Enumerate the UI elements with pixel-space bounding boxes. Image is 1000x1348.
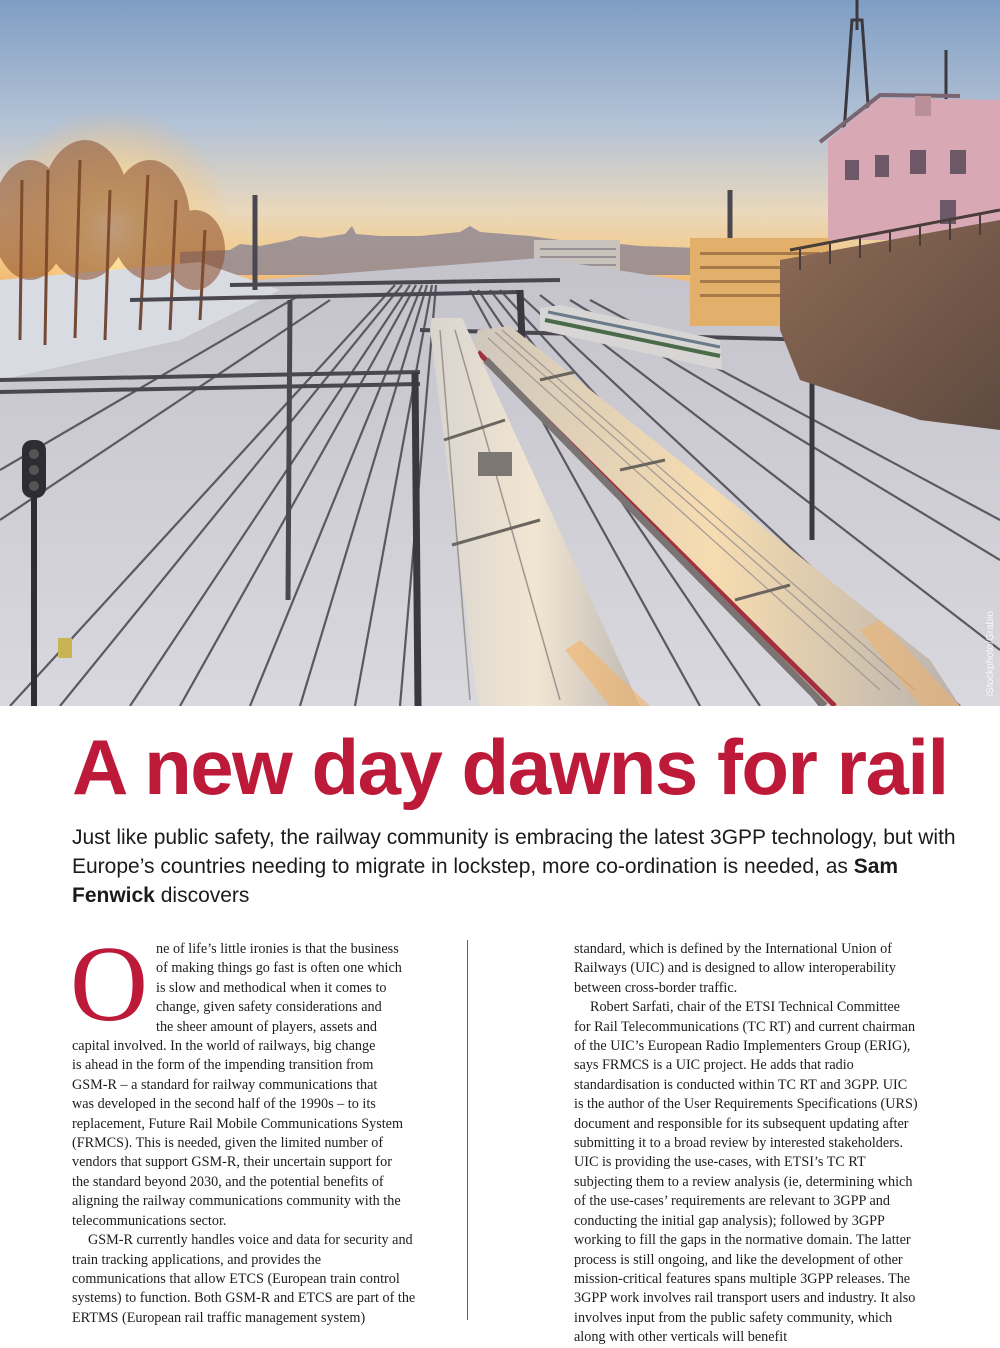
article-headline: A new day dawns for rail xyxy=(72,723,948,811)
body-paragraph: standard, which is defined by the International Union of Railways (UIC) and is designed to allow interoperability between cross-border traffic. xyxy=(574,941,896,996)
body-paragraph: Robert Sarfati, chair of the ETSI Technical Committee for Rail Telecommunications (TC RT) and current chairman of the UIC’s European Radio Implementers Group (ERIG), says FRMCS is a UIC project. He adds that radio standardisation is conducted within TC RT and 3GPP. UIC is the author of the User Requirements Specifications (URS) document and responsible for its subsequent updating after submitting it to a broad review by interested stakeholders. UIC is providing the use-cases, with ETSI’s TC RT subjecting them to a review analysis (ie, determining which of the use-cases’ requirements are relevant to 3GPP and conducting the initial gap analysis); followed by 3GPP working to fill the gaps in the normative domain. The latter process is still ongoing, and like the development of other mission-critical features spans multiple 3GPP releases. The 3GPP work involves rail transport users and industry. It also involves input from the public safety community, which along with other verticals will benefit xyxy=(574,999,918,1346)
body-line: (FRMCS). This is needed, given the limited number of xyxy=(72,1135,384,1152)
body-column-2 xyxy=(574,940,919,1348)
author-name: Sam Fenwick xyxy=(72,855,899,907)
body-line: telecommunications sector. xyxy=(72,1212,227,1229)
body-line: is slow and methodical when it comes to xyxy=(156,979,387,996)
body-line: ne of life’s little ironies is that the business xyxy=(156,941,399,957)
body-line: the sheer amount of players, assets and xyxy=(156,1018,378,1035)
body-line: aligning the railway communications community with the xyxy=(72,1193,401,1210)
body-line: change, given safety considerations and xyxy=(156,999,382,1016)
standfirst-text: Just like public safety, the railway community is embracing the latest 3GPP technology, but with Europe’s countries needing to migrate in lockstep, more co-ordination is needed, as xyxy=(72,826,956,878)
drop-cap: O xyxy=(70,925,148,1044)
body-line: the standard beyond 2030, and the potential benefits of xyxy=(72,1173,384,1190)
body-line: capital involved. In the world of railways, big change xyxy=(72,1038,376,1055)
body-line: is ahead in the form of the impending transition from xyxy=(72,1057,374,1074)
body-line: vendors that support GSM-R, their uncertain support for xyxy=(72,1154,392,1171)
body-line: was developed in the second half of the 1990s – to its xyxy=(72,1096,376,1113)
standfirst-end: discovers xyxy=(160,884,250,907)
column-divider xyxy=(467,940,468,1320)
body-paragraph: GSM-R currently handles voice and data for security and train tracking applications, and provides the communications that allow ETCS (European train control systems) to function. Both GSM-R and ETCS are part of the ERTMS (European rail traffic management system) xyxy=(72,1232,416,1326)
body-column-1 xyxy=(70,925,417,1328)
body-line: replacement, Future Rail Mobile Communications System xyxy=(72,1115,403,1132)
body-line: GSM-R – a standard for railway communications that xyxy=(72,1076,378,1093)
body-line: of making things go fast is often one which xyxy=(156,960,402,977)
article-standfirst xyxy=(72,823,972,910)
photo-credit: iStockphoto/Grabio xyxy=(985,610,996,696)
